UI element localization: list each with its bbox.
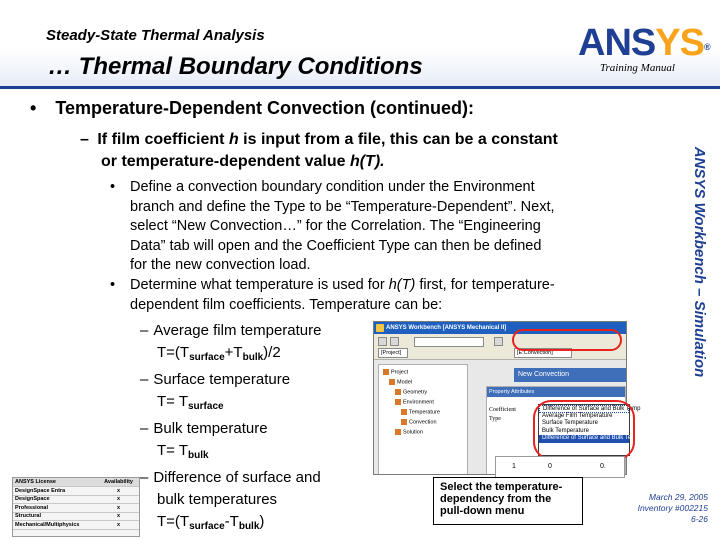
equation-average-film: $T=(T_{surface}+T_{bulk})/2$	[157, 344, 281, 363]
temperature-options-list: – Average film temperature $T=(T_{surface}+T_{bulk})/2$ – Surface temperature $T= T_{surface}$ – Bulk temperature $T= T_{bulk}$ – Difference of surface and bulk temperatures $T=(T_{surface}-T_{bulk})$	[140, 320, 370, 538]
outline-tree	[378, 364, 468, 475]
sidebar-title: ANSYS Workbench – Simulation	[691, 146, 708, 378]
callout-box: Select the temperature- dependency from the pull-down menu	[433, 477, 583, 525]
tree-item[interactable]: Temperature	[401, 409, 440, 415]
table-row: DesignSpace x	[13, 495, 139, 504]
level2-item-cont: or temperature-dependent value h(T).	[101, 153, 385, 170]
solution-icon	[395, 429, 401, 435]
slide-supertitle: Steady-State Thermal Analysis	[46, 27, 265, 44]
equation-bulk: $T= T_{bulk}$	[157, 442, 209, 461]
header-divider	[0, 86, 720, 89]
tree-item[interactable]: Model	[389, 379, 412, 385]
bullet-dot: •	[110, 179, 116, 195]
table-row: Structural x	[13, 512, 139, 521]
type-label: Type	[489, 416, 501, 422]
coefficient-label: Coefficient	[489, 407, 516, 413]
tree-item[interactable]: Project	[383, 369, 408, 375]
option-surface: – Surface temperature	[140, 371, 291, 388]
toolbar-icon[interactable]	[390, 337, 399, 346]
bullet-dot: •	[110, 277, 116, 293]
highlight-ring	[512, 329, 622, 351]
footer-inventory: Inventory #002215	[637, 503, 708, 513]
toolbar-icon[interactable]	[494, 337, 503, 346]
property-attributes-bar: Property Attributes	[487, 387, 625, 397]
tree-item[interactable]: Solution	[395, 429, 423, 435]
slide-footer	[604, 492, 708, 525]
dash-marker: –	[80, 131, 89, 148]
geometry-icon	[395, 389, 401, 395]
dropdown-option-selected[interactable]: Difference of Surface and Bulk Temp	[539, 435, 629, 443]
tree-item[interactable]: Environment	[395, 399, 434, 405]
toolbar-combo[interactable]	[414, 337, 484, 347]
level3-bullet-2: Determine what temperature is used for h(T) first, for temperature- dependent film coefficients. Temperature can be:	[130, 277, 555, 313]
table-row: Professional x	[13, 504, 139, 513]
folder-icon	[383, 369, 389, 375]
dropdown-option[interactable]: Surface Temperature	[542, 420, 598, 426]
training-manual-label: Training Manual	[600, 62, 675, 74]
level1-text: Temperature-Dependent Convection (continued):	[55, 98, 475, 118]
table-row: Mechanical/Multiphysics x	[13, 521, 139, 530]
convection-icon	[401, 419, 407, 425]
tree-item[interactable]: Geometry	[395, 389, 427, 395]
option-bulk: – Bulk temperature	[140, 420, 268, 437]
equation-difference: $T=(T_{surface}-T_{bulk})$	[157, 513, 265, 532]
screenshot-titlebar: ANSYS Workbench [ANSYS Mechanical II]	[374, 322, 626, 334]
window-icon	[376, 324, 384, 332]
temperature-icon	[401, 409, 407, 415]
level3-bullet-1: Define a convection boundary condition under the Environment branch and define the Type to be “Temperature-Dependent”. Next, select “New Convection…” for the Correlation. The “Engineering Data” tab will open and the Coefficient Type can then be defined for the new convection load.	[130, 179, 555, 273]
tab-project[interactable]: [Project]	[378, 348, 408, 358]
highlight-ring	[533, 400, 635, 460]
option-difference: – Difference of surface and	[140, 469, 321, 486]
dropdown-option[interactable]: Average Film Temperature	[542, 412, 613, 419]
environment-icon	[395, 399, 401, 405]
slide-title: … Thermal Boundary Conditions	[48, 53, 423, 80]
level2-item: – If film coefficient h is input from a file, this can be a constant	[80, 131, 558, 148]
dropdown-option[interactable]: Bulk Temperature	[542, 427, 589, 434]
data-table-strip: 1 0 0.	[495, 456, 625, 478]
toolbar-icon[interactable]	[378, 337, 387, 346]
license-availability-table: ANSYS License Availability DesignSpace Entra x DesignSpace x Professional x Structural x Mechanical/Multiphysics x	[12, 477, 140, 537]
tree-item[interactable]: Convection	[401, 419, 437, 425]
tab-convection[interactable]: [E:Convection]	[514, 348, 572, 358]
footer-page: 6-26	[690, 514, 708, 524]
dropdown-current-value[interactable]: Difference of Surface and Bulk Temp	[539, 405, 629, 413]
bullet-dot: •	[30, 98, 37, 118]
panel-header: New Convection	[514, 368, 626, 382]
footer-date: March 29, 2005	[648, 492, 708, 502]
model-icon	[389, 379, 395, 385]
table-row: DesignSpace Entra x	[13, 487, 139, 496]
ansys-logo: ANSYS®	[578, 22, 710, 64]
level1-bullet-row	[30, 98, 474, 119]
equation-surface: $T= T_{surface}$	[157, 393, 224, 412]
option-average-film: – Average film temperature	[140, 322, 322, 339]
